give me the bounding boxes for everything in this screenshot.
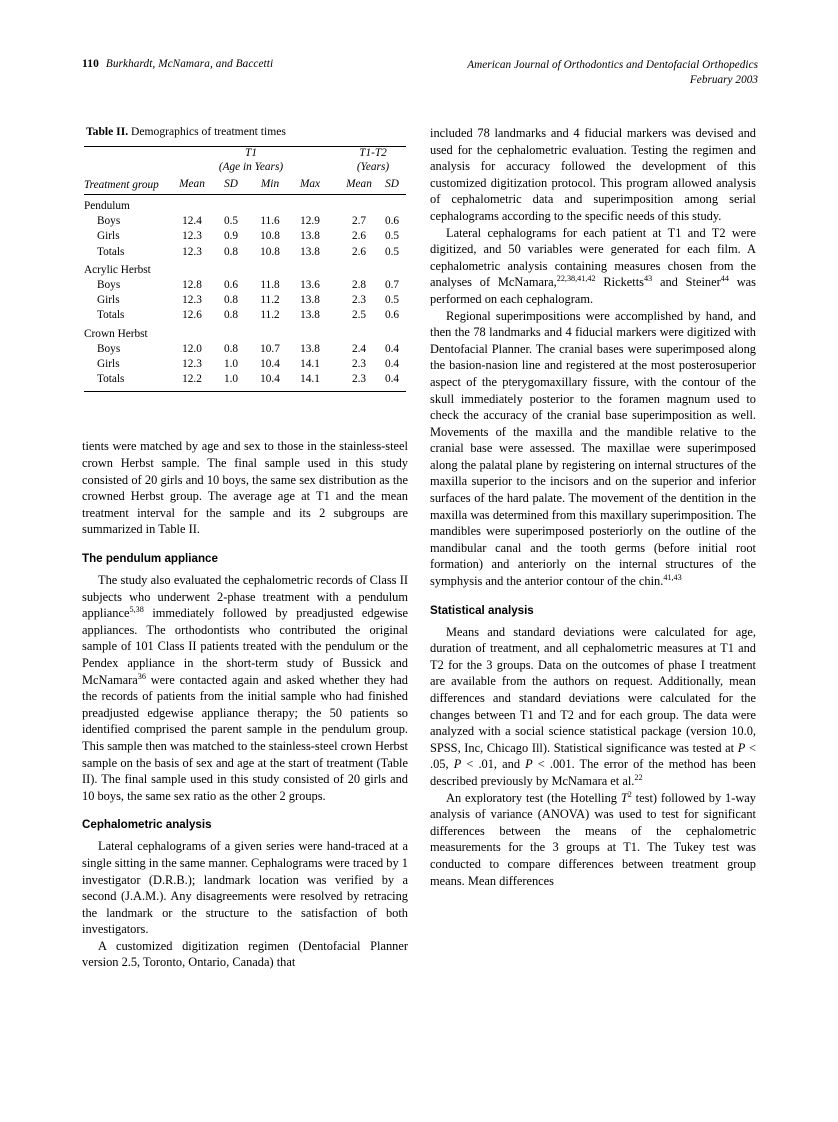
group-header-gap xyxy=(330,147,340,177)
paragraph-continued: tients were matched by age and sex to those in the stainless-steel crown Herbst sample. The final sample used in this study consisted of 20 girls and 10 boys, the same sex distribution as the crowned Herbst group. The average age at T1 and the mean treatment interval for the sample and its 2 subgroups are summarized in Table II. xyxy=(82,439,408,537)
paragraph-statistical xyxy=(430,624,756,790)
cell-value: 12.0 xyxy=(182,342,202,355)
page-number: 110 xyxy=(82,58,99,70)
table-row xyxy=(84,245,406,260)
cell-value: 2.3 xyxy=(351,358,367,371)
table-row xyxy=(84,260,406,278)
cell-value: 1.0 xyxy=(212,372,250,392)
cell-value: 2.6 xyxy=(351,245,367,258)
cell-value: 11.6 xyxy=(260,215,280,228)
cell-value: 0.8 xyxy=(223,245,239,258)
right-column xyxy=(430,125,756,889)
citation-ref: 22 xyxy=(634,772,643,782)
cell-value: 13.8 xyxy=(300,342,320,355)
group-header-t1t2-sub: (Years) xyxy=(356,160,390,173)
cell-value: 12.6 xyxy=(182,309,202,322)
issue-date: February 2003 xyxy=(689,74,758,86)
cell-value: 13.8 xyxy=(300,309,320,322)
paragraph-lateral-part3: and Steiner xyxy=(652,275,721,290)
group-name-acrylic-herbst: Acrylic Herbst xyxy=(84,263,151,276)
col-header-t1-mean: Mean xyxy=(172,176,212,195)
col-header-t1t2-mean: Mean xyxy=(340,176,378,195)
cell-value: 11.8 xyxy=(260,279,280,292)
table-row xyxy=(84,372,406,392)
cell-value: 12.3 xyxy=(182,230,202,243)
cell-value: 0.8 xyxy=(223,309,239,322)
p-value-1: < .05, xyxy=(430,740,756,772)
table-row xyxy=(84,229,406,244)
table-column-header-row xyxy=(84,176,406,195)
cell-value: 12.2 xyxy=(172,372,212,392)
table-label: Table II. xyxy=(86,125,129,138)
paragraph-regional-part1: Regional superimpositions were accomplished by hand, and then the 78 landmarks and 4 fiducial markers were digitized with Dentofacial Planner. The cranial bases were superimposed along the basion-nasion line and registered at the most posterosuperior aspect of the pterygomaxillary fissure, with the contour of the skull immediately posterior to the foramen magnum used to check the accuracy of the cranial base superimposition as well. Movements of the maxilla and the mandible relative to the cranial base were assessed. The maxillae were superimposed along the palatal plane by registering on internal structures of the maxilla superior to the incisors and on the superior and inferior surfaces of the hard palate. The movement of the dentition in the maxilla was determined from this maxillary superimposition. The mandibles were superimposed posteriorly on the outline of the mandibular canal and the tooth germs (before initial root formation) and anteriorly on the internal structures of the symphysis and the anterior contour of the chin. xyxy=(430,308,756,589)
cell-value: 0.8 xyxy=(223,294,239,307)
cell-value: 10.8 xyxy=(260,245,280,258)
table-group-header-row xyxy=(84,147,406,177)
paragraph-regional-superimpositions xyxy=(430,308,756,590)
cell-value: 13.8 xyxy=(300,230,320,243)
table-row xyxy=(84,342,406,357)
citation-ref: 22,38,41,42 xyxy=(556,274,596,284)
running-head xyxy=(82,58,758,98)
cell-value: 13.6 xyxy=(300,279,320,292)
table-row xyxy=(84,293,406,308)
group-header-t1-name: T1 xyxy=(245,147,257,159)
paragraph-pendulum-part1: The study also evaluated the cephalometric records of Class II subjects who underwent 2-phase treatment with a pendulum appliance xyxy=(82,573,408,621)
journal-name: American Journal of Orthodontics and Dentofacial Orthopedics xyxy=(467,59,758,71)
paragraph-continued-right: included 78 landmarks and 4 fiducial markers was devised and used for the cephalometric evaluation. Testing the regimen and analysis for accuracy followed the development of this customized digitization protocol. This program allowed analysis of cephalometric data and superimposition among serial cephalograms according to the specific needs of this study. xyxy=(430,126,756,223)
cell-value: 11.2 xyxy=(260,309,280,322)
citation-ref: 41,43 xyxy=(663,572,682,582)
paragraph-lateral-part2: Ricketts xyxy=(595,275,644,290)
cell-value: 12.3 xyxy=(182,245,202,258)
paragraph-cephalometric-2: A customized digitization regimen (Dentofacial Planner version 2.5, Toronto, Ontario, Canada) that xyxy=(82,938,408,970)
cell-value: 12.8 xyxy=(182,279,202,292)
demographics-table xyxy=(84,146,406,392)
cell-value: 0.6 xyxy=(384,309,400,322)
row-label: Totals xyxy=(84,372,172,392)
row-label: Totals xyxy=(97,245,125,258)
table-caption xyxy=(86,125,408,139)
cell-value: 0.8 xyxy=(223,342,239,355)
left-column-text xyxy=(82,438,408,971)
cell-value: 0.5 xyxy=(384,230,400,243)
p-value-symbol: P xyxy=(737,740,746,755)
cell-value: 0.6 xyxy=(384,215,400,228)
cell-value: 0.5 xyxy=(384,294,400,307)
cell-value: 0.4 xyxy=(384,358,400,371)
cell-value: 0.5 xyxy=(223,215,239,228)
paragraph-lateral-part4: was performed on each cephalogram. xyxy=(430,275,756,306)
group-header-t1t2 xyxy=(340,147,406,177)
table-row xyxy=(84,214,406,229)
paragraph-lateral-cephalograms xyxy=(430,225,756,308)
col-header-gap xyxy=(330,176,340,195)
row-label: Boys xyxy=(97,279,121,292)
row-label: Boys xyxy=(97,215,121,228)
cell-value: 10.4 xyxy=(250,372,290,392)
cell-value: 2.3 xyxy=(351,294,367,307)
citation-ref: 5,38 xyxy=(129,605,144,615)
cell-value: 0.5 xyxy=(384,245,400,258)
table-bottom-spacer xyxy=(82,392,408,438)
col-header-t1t2-sd: SD xyxy=(378,176,406,195)
table-row xyxy=(84,308,406,323)
citation-ref: 43 xyxy=(643,274,653,284)
cell-value: 0.4 xyxy=(378,372,406,392)
hotelling-t-symbol: T xyxy=(620,790,628,805)
cell-value: 2.4 xyxy=(351,342,367,355)
table-row xyxy=(84,278,406,293)
heading-pendulum-appliance: The pendulum appliance xyxy=(82,552,218,565)
cell-value: 0.4 xyxy=(384,342,400,355)
right-column-text xyxy=(430,125,756,889)
cell-value: 0.6 xyxy=(223,279,239,292)
col-header-t1-min: Min xyxy=(250,176,290,195)
p-value-symbol: P xyxy=(453,757,462,772)
cell-value: 0.9 xyxy=(223,230,239,243)
row-label: Girls xyxy=(97,294,120,307)
paragraph-pendulum-part3: were contacted again and asked whether they had the records of patients from the initial sample who had finished preadjusted edgewise appliance therapy; the 50 patients so identified comprised the parent sample in the pendulum group. This sample then was matched to the stainless-steel crown Herbst sample on the basis of sex and age at the start of treatment (Table II). The final sample used in this study consisted of 20 girls and 10 boys, the same sex ratio as the other 2 groups. xyxy=(82,672,408,803)
paragraph-pendulum-part2: immediately followed by preadjusted edgewise appliances. The orthodontists who contributed the original sample of 101 Class II patients treated with the pendulum or the Pendex appliance in the short-term study of Bussick and McNamara xyxy=(82,606,408,687)
running-head-right xyxy=(467,58,758,88)
row-label: Totals xyxy=(97,309,125,322)
cell-value: 12.9 xyxy=(300,215,320,228)
cell-value: 11.2 xyxy=(260,294,280,307)
group-name-pendulum: Pendulum xyxy=(84,195,172,215)
row-label: Girls xyxy=(97,358,120,371)
paragraph-anova-part2: test) followed by 1-way analysis of variance (ANOVA) was used to test for significant differences between the means of the cephalometric measurements for the 3 groups at T1. The Tukey test was conducted to compare differences between treatment group means. Mean differences xyxy=(430,790,756,888)
running-head-left xyxy=(82,58,273,70)
cell-value: 2.5 xyxy=(351,309,367,322)
paragraph-stat-part1: Means and standard deviations were calculated for age, duration of treatment, and all cephalometric measures at T1 and T2 for the 3 groups. Data on the outcomes of phase I treatment are available from the authors on request. Additionally, mean differences and standard deviations were calculated for the changes between T1 and T2 and for each group. The data were analyzed with a social science statistical package (version 10.0, SPSS, Inc, Chicago Ill). Statistical significance was tested at xyxy=(430,624,756,755)
row-label: Boys xyxy=(97,342,121,355)
row-label: Girls xyxy=(97,230,120,243)
col-header-t1-sd: SD xyxy=(212,176,250,195)
cell-value: 10.8 xyxy=(260,230,280,243)
cell-value: 0.7 xyxy=(384,279,400,292)
citation-ref: 36 xyxy=(137,671,146,681)
cell-value: 14.1 xyxy=(290,372,330,392)
cell-value: 2.3 xyxy=(340,372,378,392)
cell-value: 1.0 xyxy=(223,358,239,371)
cell-value: 10.7 xyxy=(260,342,280,355)
p-value-symbol: P xyxy=(525,757,533,772)
cell-value: 13.8 xyxy=(300,245,320,258)
paragraph-lateral-part1: Lateral cephalograms for each patient at T1 and T2 were digitized, and 50 variables were generated for each film. A cephalometric analysis containing measures chosen from the analyses of McNamara, xyxy=(430,225,756,290)
heading-cephalometric-analysis: Cephalometric analysis xyxy=(82,818,212,832)
table-row xyxy=(84,195,406,215)
p-value-2: < .01, and xyxy=(461,757,526,772)
p-value-3: < .001. The error of the method has been described previously by McNamara et al. xyxy=(430,757,756,788)
group-header-t1t2-name: T1-T2 xyxy=(359,147,387,159)
cell-value: 12.3 xyxy=(182,358,202,371)
citation-ref: 44 xyxy=(720,274,729,284)
paragraph-pendulum xyxy=(82,572,408,804)
cell-value: 12.3 xyxy=(182,294,202,307)
col-header-treatment-group: Treatment group xyxy=(84,179,159,191)
heading-statistical-analysis: Statistical analysis xyxy=(430,603,534,617)
group-header-t1 xyxy=(172,147,330,177)
left-column xyxy=(82,125,408,971)
table-title: Demographics of treatment times xyxy=(131,125,286,138)
cell-value: 2.7 xyxy=(351,215,367,228)
group-header-t1-sub: (Age in Years) xyxy=(218,160,284,173)
cell-value: 12.4 xyxy=(182,215,202,228)
cell-value: 2.8 xyxy=(351,279,367,292)
col-header-t1-max: Max xyxy=(290,176,330,195)
table-row xyxy=(84,324,406,342)
paragraph-anova xyxy=(430,790,756,890)
cell-value: 14.1 xyxy=(300,358,320,371)
group-header-blank xyxy=(84,147,172,177)
table-head xyxy=(84,147,406,195)
paragraph-anova-part1: An exploratory test (the Hotelling xyxy=(446,790,621,805)
group-name-crown-herbst: Crown Herbst xyxy=(84,327,148,340)
table-body xyxy=(84,195,406,392)
table-row xyxy=(84,357,406,372)
hotelling-exponent: 2 xyxy=(627,789,632,799)
paragraph-cephalometric-1: Lateral cephalograms of a given series were hand-traced at a single sitting in the same manner. Cephalograms were traced by 1 investigator (D.R.B.); landmark location was verified by a second (J.A.M.). Any disagreements were resolved by retracing the landmark or the structure to the satisfaction of both investigators. xyxy=(82,839,408,937)
cell-value: 2.6 xyxy=(351,230,367,243)
cell-value: 10.4 xyxy=(260,358,280,371)
running-head-authors: Burkhardt, McNamara, and Baccetti xyxy=(105,58,274,70)
cell-value: 13.8 xyxy=(300,294,320,307)
